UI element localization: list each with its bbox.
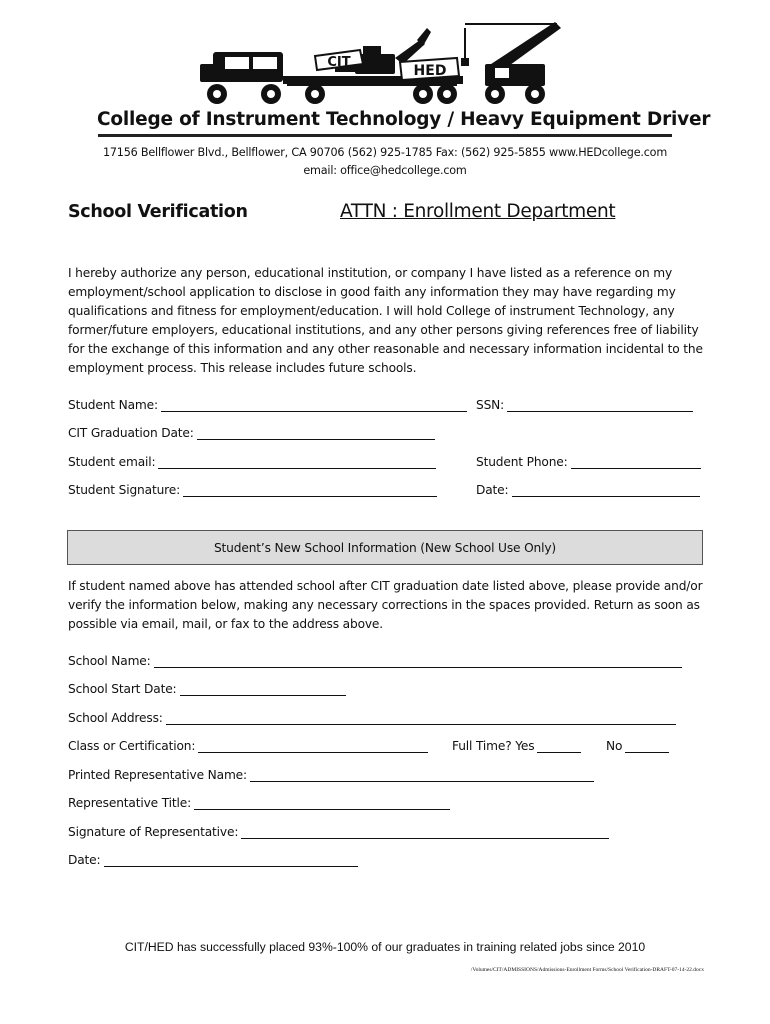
crane-icon — [461, 22, 561, 104]
printed-rep-name-label: Printed Representative Name: — [68, 768, 247, 782]
school-address-field[interactable] — [68, 711, 676, 725]
full-time-no-label: No — [606, 739, 623, 753]
instructions-paragraph: If student named above has attended school after CIT graduation date listed above, please provide and/or verify the information below, making any necessary corrections in the spaces provided. Return as soon as possible via email, mail, or fax to the address above. — [68, 579, 703, 631]
authorization-paragraph: I hereby authorize any person, educational institution, or company I have listed as a reference on my employment/school application to disclose in good faith any information they may have regarding my qualifications and fitness for employment/education. I will hold College of instrument Technology, any former/future employers, educational institutions, and any other persons giving references free of liability for the exchange of this information and any other reasonable and necessary information incidental to the employment process. This release includes future schools. — [68, 266, 703, 375]
student-email-line[interactable] — [158, 457, 436, 469]
student-phone-field[interactable] — [476, 455, 701, 469]
ssn-label: SSN: — [476, 398, 505, 412]
school-name-field[interactable] — [68, 654, 682, 668]
college-email: email: office@hedcollege.com — [303, 164, 467, 177]
printed-rep-name-line[interactable] — [250, 770, 594, 782]
full-time-yes-label: Full Time? Yes — [452, 739, 535, 753]
student-signature-field[interactable] — [68, 483, 437, 497]
placement-footer: CIT/HED has successfully placed 93%-100% of our graduates in training related jobs since 2010 — [124, 940, 646, 954]
rep-title-label: Representative Title: — [68, 796, 192, 810]
rep-signature-field[interactable] — [68, 825, 609, 839]
student-date-field[interactable] — [476, 483, 700, 497]
hed-badge — [400, 58, 459, 80]
student-email-label: Student email: — [68, 455, 156, 469]
rep-signature-label: Signature of Representative: — [68, 825, 239, 839]
rep-title-line[interactable] — [194, 798, 450, 810]
class-certification-field[interactable] — [68, 739, 428, 753]
graduation-date-line[interactable] — [197, 428, 435, 440]
rep-signature-line[interactable] — [241, 827, 609, 839]
school-start-date-label: School Start Date: — [68, 682, 177, 696]
full-time-yes-field[interactable] — [452, 739, 581, 753]
rep-date-line[interactable] — [104, 855, 358, 867]
full-time-no-line[interactable] — [625, 741, 669, 753]
rep-title-field[interactable] — [68, 796, 450, 810]
college-logo — [195, 18, 575, 110]
new-school-banner-text: Student’s New School Information (New School Use Only) — [213, 540, 557, 555]
file-path: /Volumes/CIT/ADMISSIONS/Admissions-Enrollment Forms/School Verification-DRAFT-07-14-22.docx — [470, 967, 704, 973]
graduation-date-label: CIT Graduation Date: — [68, 426, 194, 440]
full-time-yes-line[interactable] — [537, 741, 581, 753]
header-rule — [98, 134, 672, 137]
ssn-line[interactable] — [507, 400, 693, 412]
student-signature-label: Student Signature: — [68, 483, 181, 497]
rep-date-label: Date: — [68, 853, 101, 867]
full-time-no-field[interactable] — [606, 739, 669, 753]
school-address-line[interactable] — [166, 713, 676, 725]
attn-line: ATTN : Enrollment Department — [340, 201, 616, 222]
student-date-line[interactable] — [512, 485, 700, 497]
school-start-date-field[interactable] — [68, 682, 346, 696]
student-date-label: Date: — [476, 483, 509, 497]
class-certification-line[interactable] — [198, 741, 428, 753]
graduation-date-field[interactable] — [68, 426, 435, 440]
printed-rep-name-field[interactable] — [68, 768, 594, 782]
school-name-line[interactable] — [154, 656, 682, 668]
college-title: College of Instrument Technology / Heavy Equipment Driver — [97, 109, 711, 130]
logo-cit-text: CIT — [327, 55, 351, 70]
school-start-date-line[interactable] — [180, 684, 346, 696]
form-title: School Verification — [68, 202, 248, 222]
new-school-banner — [67, 530, 703, 565]
ssn-field[interactable] — [476, 398, 693, 412]
student-name-field[interactable] — [68, 398, 467, 412]
school-address-label: School Address: — [68, 711, 163, 725]
college-address: 17156 Bellflower Blvd., Bellflower, CA 90706 (562) 925-1785 Fax: (562) 925-5855 www.HEDcollege.com — [102, 146, 668, 159]
student-phone-line[interactable] — [571, 457, 701, 469]
student-phone-label: Student Phone: — [476, 455, 568, 469]
rep-date-field[interactable] — [68, 853, 358, 867]
school-name-label: School Name: — [68, 654, 151, 668]
class-certification-label: Class or Certification: — [68, 739, 196, 753]
student-name-label: Student Name: — [68, 398, 158, 412]
student-email-field[interactable] — [68, 455, 436, 469]
logo-hed-text: HED — [413, 63, 447, 79]
student-signature-line[interactable] — [183, 485, 437, 497]
student-name-line[interactable] — [161, 400, 467, 412]
